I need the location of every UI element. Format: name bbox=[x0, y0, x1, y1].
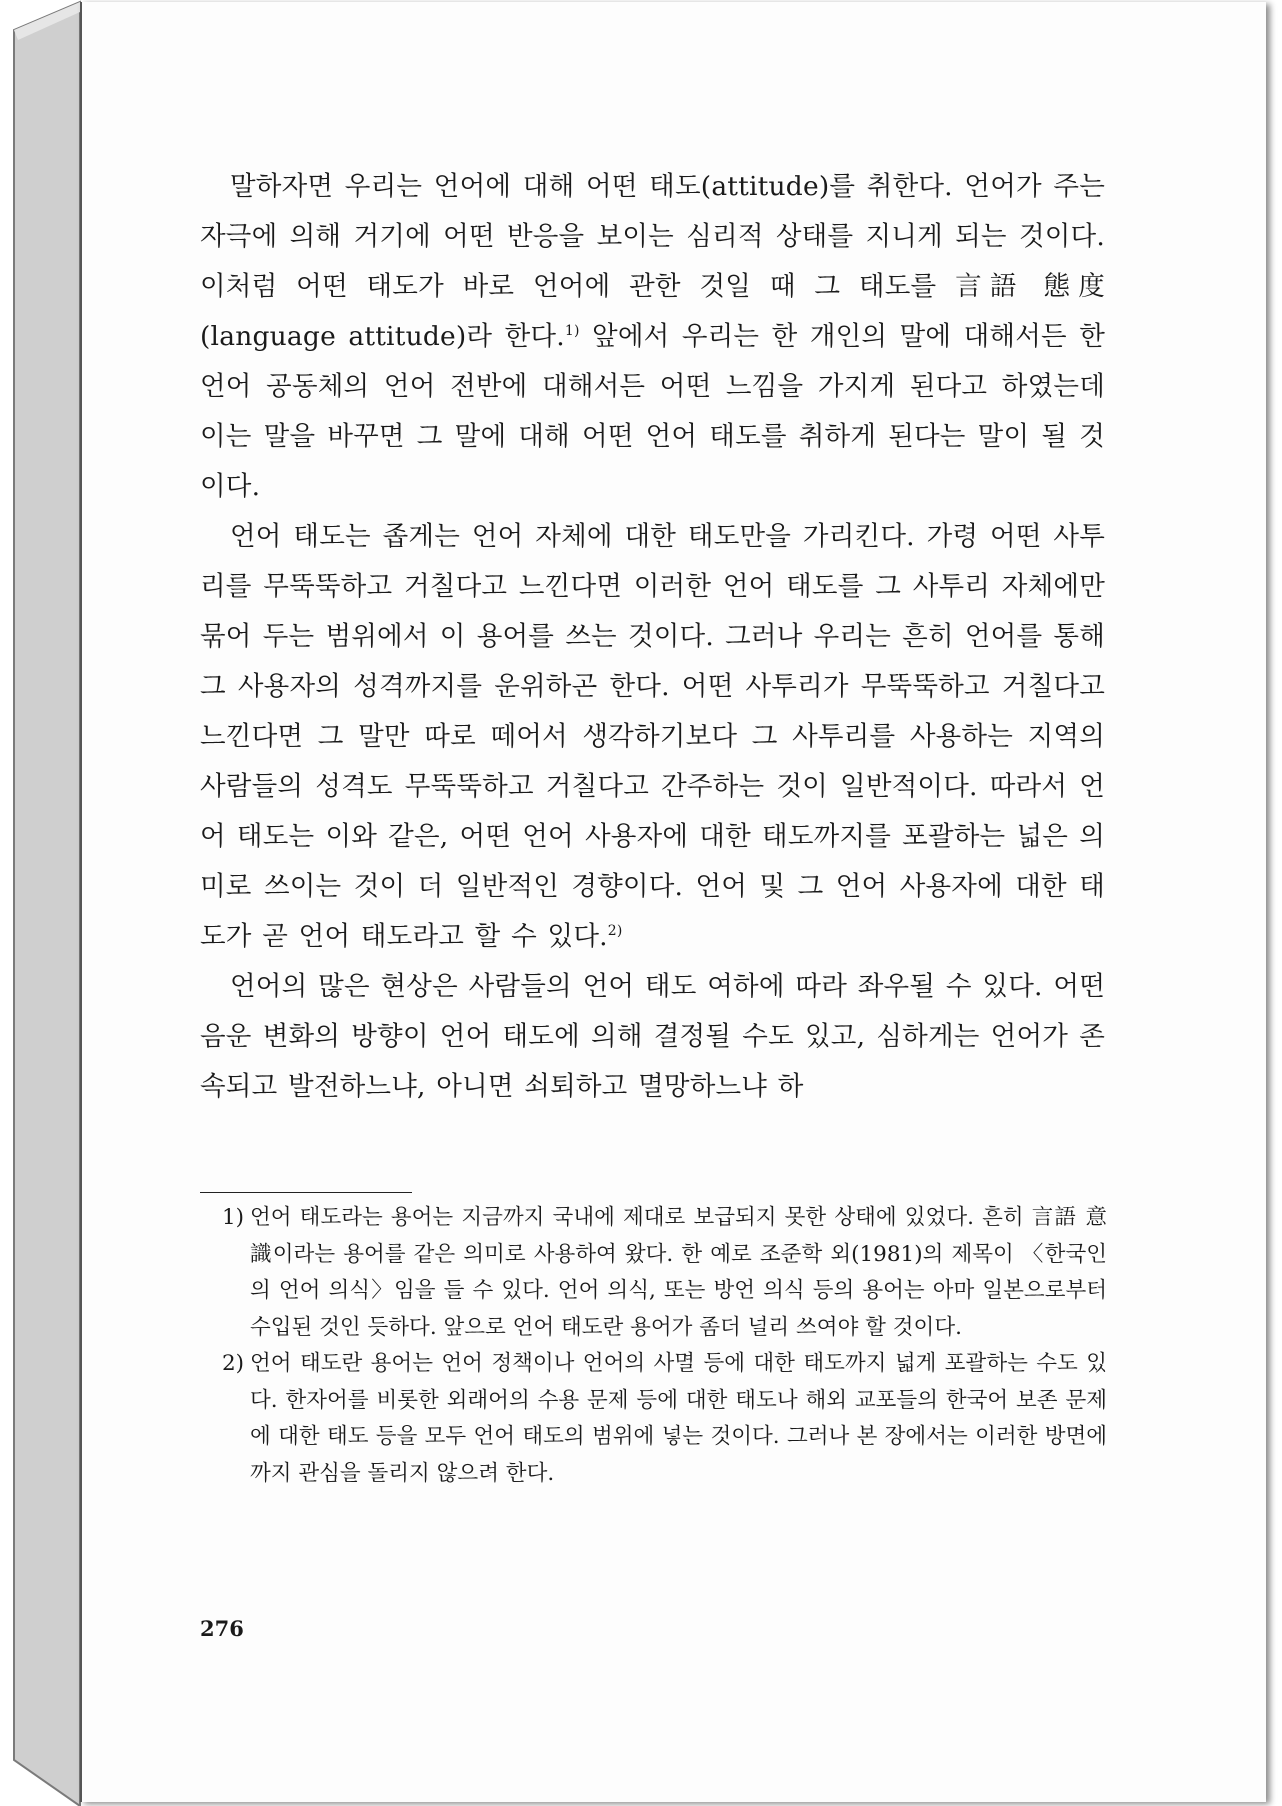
footnote-1 bbox=[222, 1200, 1107, 1346]
footnote-ref-2: 2) bbox=[607, 923, 623, 940]
paragraph-1-continued: 앞에서 우리는 한 개인의 말에 대해서든 한 언어 공동체의 언어 전반에 대해서든 어떤 느낌을 가지게 된다고 하였는데 이는 말을 바꾸면 그 말에 대해 어떤 언어 태도를 취하게 된다는 말이 될 것이다. bbox=[200, 321, 1105, 502]
footnotes bbox=[222, 1200, 1107, 1492]
footnote-2-number: 2) bbox=[222, 1351, 245, 1376]
paragraph-1-text: 말하자면 우리는 언어에 대해 어떤 태도(attitude)를 취한다. 언어가 주는 자극에 의해 거기에 어떤 반응을 보이는 심리적 상태를 지니게 되는 것이다. 이처럼 어떤 태도가 바로 언어에 관한 것일 때 그 태도를 言語 態度(language attitude)라 한다. bbox=[200, 171, 1105, 352]
paragraph-1 bbox=[200, 162, 1105, 512]
footnote-1-text: 언어 태도라는 용어는 지금까지 국내에 제대로 보급되지 못한 상태에 있었다. 흔히 言語 意識이라는 용어를 같은 의미로 사용하여 왔다. 한 예로 조준학 외(1981)의 제목이 〈한국인의 언어 의식〉임을 들 수 있다. 언어 의식, 또는 방언 의식 등의 용어는 아마 일본으로부터 수입된 것인 듯하다. 앞으로 언어 태도란 용어가 좀더 널리 쓰여야 할 것이다. bbox=[250, 1205, 1107, 1340]
body-text bbox=[200, 162, 1105, 1112]
footnote-2-text: 언어 태도란 용어는 언어 정책이나 언어의 사멸 등에 대한 태도까지 넓게 포괄하는 수도 있다. 한자어를 비롯한 외래어의 수용 문제 등에 대한 태도나 해외 교포들의 한국어 보존 문제에 대한 태도 등을 모두 언어 태도의 범위에 넣는 것이다. 그러나 본 장에서는 이러한 방면에까지 관심을 돌리지 않으려 한다. bbox=[250, 1351, 1107, 1486]
footnote-1-number: 1) bbox=[222, 1205, 245, 1230]
book-side-edge bbox=[0, 0, 92, 1806]
paragraph-2 bbox=[200, 512, 1105, 962]
footnote-ref-1: 1) bbox=[564, 323, 580, 340]
paragraph-2-text: 언어 태도는 좁게는 언어 자체에 대한 태도만을 가리킨다. 가령 어떤 사투리를 무뚝뚝하고 거칠다고 느낀다면 이러한 언어 태도를 그 사투리 자체에만 묶어 두는 범위에서 이 용어를 쓰는 것이다. 그러나 우리는 흔히 언어를 통해 그 사용자의 성격까지를 운위하곤 한다. 어떤 사투리가 무뚝뚝하고 거칠다고 느낀다면 그 말만 따로 떼어서 생각하기보다 그 사투리를 사용하는 지역의 사람들의 성격도 무뚝뚝하고 거칠다고 간주하는 것이 일반적이다. 따라서 언어 태도는 이와 같은, 어떤 언어 사용자에 대한 태도까지를 포괄하는 넓은 의미로 쓰이는 것이 더 일반적인 경향이다. 언어 및 그 언어 사용자에 대한 태도가 곧 언어 태도라고 할 수 있다. bbox=[200, 521, 1105, 952]
footnote-divider bbox=[200, 1192, 412, 1193]
paragraph-3 bbox=[200, 962, 1105, 1112]
paragraph-3-text: 언어의 많은 현상은 사람들의 언어 태도 여하에 따라 좌우될 수 있다. 어떤 음운 변화의 방향이 언어 태도에 의해 결정될 수도 있고, 심하게는 언어가 존속되고 발전하느냐, 아니면 쇠퇴하고 멸망하느냐 하 bbox=[200, 971, 1105, 1102]
page-number: 276 bbox=[200, 1616, 244, 1641]
footnote-2 bbox=[222, 1346, 1107, 1492]
